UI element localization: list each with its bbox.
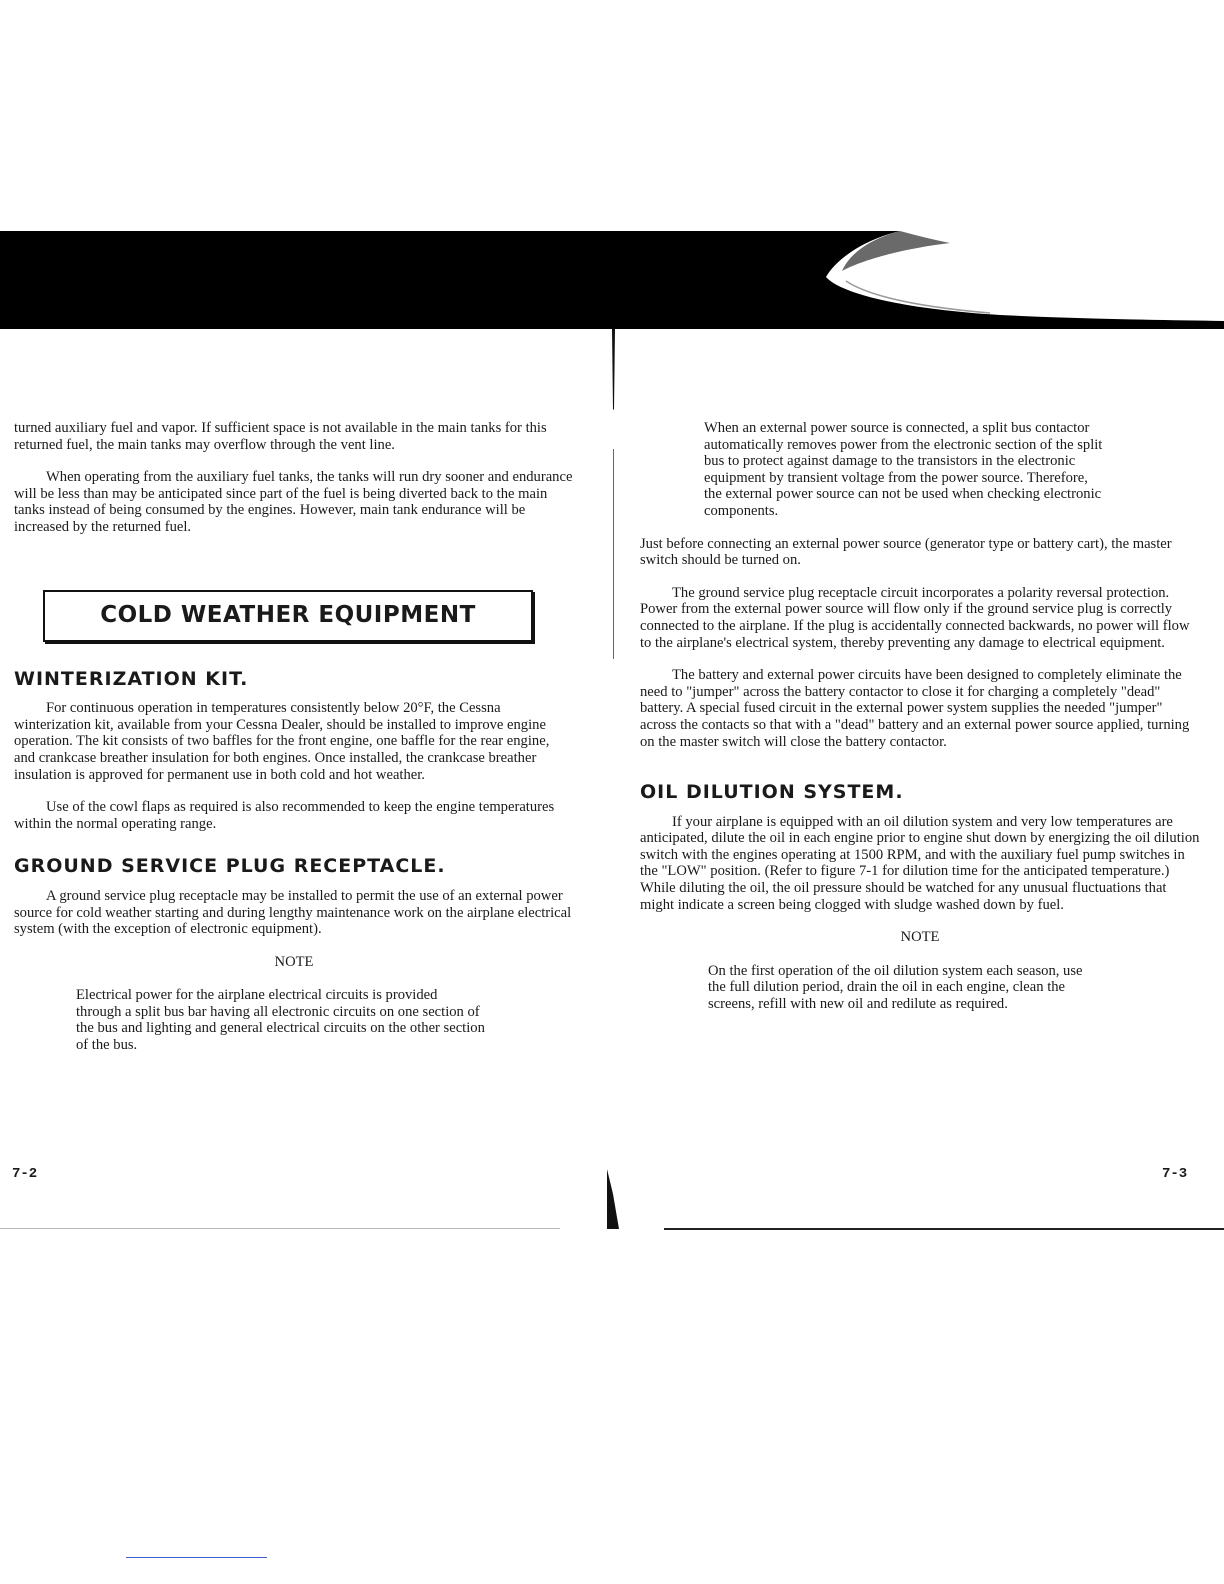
winterization-paragraph-1: For continuous operation in temperatures consistently below 20°F, the Cessna winterization kit, available from your Cessna Dealer, should be installed to improve engine operation. The kit consists of two baffles for the front engine, one baffle for the rear engine, and crankcase breather insulation for both engines. Once installed, the crankcase breather insulation is approved for permanent use in both cold and hot weather.	[14, 700, 550, 783]
winterization-paragraph-2: Use of the cowl flaps as required is also recommended to keep the engine temperatures within the normal operating range.	[14, 799, 555, 832]
oil-dilution-paragraph: If your airplane is equipped with an oil dilution system and very low temperatures are anticipated, dilute the oil in each engine prior to engine shut down by energizing the oil dilution switch with the engines operating at 1500 RPM, and with the auxiliary fuel pump switches in the "LOW" position. (Refer to figure 7-1 for dilution time for the anticipated temperature.) While diluting the oil, the oil pressure should be watched for any unusual fluctuations that might indicate a screen being clogged with sludge washed down by fuel.	[640, 813, 1200, 913]
winterization-heading: WINTERIZATION KIT.	[14, 667, 249, 690]
header-band	[0, 231, 1224, 329]
left-page-number: 7-2	[12, 1166, 38, 1182]
left-intro-paragraph-1: turned auxiliary fuel and vapor. If sufficient space is not available in the main tanks for this returned fuel, the main tanks may overflow through the vent line.	[14, 420, 547, 453]
left-page	[14, 420, 574, 1054]
oil-dilution-note-label: NOTE	[900, 929, 940, 946]
ground-service-note-body: Electrical power for the airplane electrical circuits is provided through a split bus bar having all electronic circuits on one section of the bus and lighting and general electrical circuits on the other section of the bus.	[76, 987, 485, 1054]
right-page-number: 7-3	[1162, 1166, 1188, 1182]
right-paragraph-1: Just before connecting an external power source (generator type or battery cart), the master switch should be turned on.	[640, 535, 1172, 569]
oil-dilution-heading: OIL DILUTION SYSTEM.	[640, 781, 904, 804]
right-paragraph-2: The ground service plug receptacle circuit incorporates a polarity reversal protection. Power from the external power source will flow only if the ground service plug is correctly connected to the airplane. If the plug is accidentally connected backwards, no power will flow to the airplane's electrical system, thereby preventing any damage to electrical equipment.	[640, 584, 1190, 651]
right-page	[640, 420, 1200, 1013]
right-paragraph-3: The battery and external power circuits have been designed to completely eliminate the need to "jumper" across the battery contactor to close it for charging a completely "dead" battery. A special fused circuit in the external power system supplies the needed "jumper" across the contacts so that with a "dead" battery and an external power source applied, turning on the master switch will close the battery contactor.	[640, 667, 1190, 750]
bottom-rule-left	[0, 1228, 560, 1229]
left-intro-paragraph-2: When operating from the auxiliary fuel tanks, the tanks will run dry sooner and endurance will be less than may be anticipated since part of the fuel is being diverted back to the main tanks instead of being consumed by the engines. However, main tank endurance will be increased by the returned fuel.	[14, 469, 573, 535]
link-underline	[126, 1557, 267, 1558]
section-title-box	[43, 590, 533, 642]
header-swoosh-graphic	[0, 231, 1224, 329]
ground-service-heading: GROUND SERVICE PLUG RECEPTACLE.	[14, 855, 446, 878]
ground-service-paragraph: A ground service plug receptacle may be installed to permit the use of an external power source for cold weather starting and during lengthy maintenance work on the airplane electrical system (with the exception of electronic equipment).	[14, 887, 572, 938]
right-note-continued: When an external power source is connected, a split bus contactor automatically removes power from the electronic section of the split bus to protect against damage to the transistors in the electronic equipment by transient voltage from the power source. Therefore, the external power source can not be used when checking electronic components.	[704, 420, 1103, 519]
bottom-rule-right	[664, 1228, 1224, 1230]
oil-dilution-note-body: On the first operation of the oil dilution system each season, use the full dilution period, drain the oil in each engine, clean the screens, refill with new oil and redilute as required.	[708, 962, 1083, 1013]
binding-spine	[606, 329, 620, 1229]
ground-service-note-label: NOTE	[274, 953, 314, 970]
section-title: COLD WEATHER EQUIPMENT	[100, 602, 476, 629]
